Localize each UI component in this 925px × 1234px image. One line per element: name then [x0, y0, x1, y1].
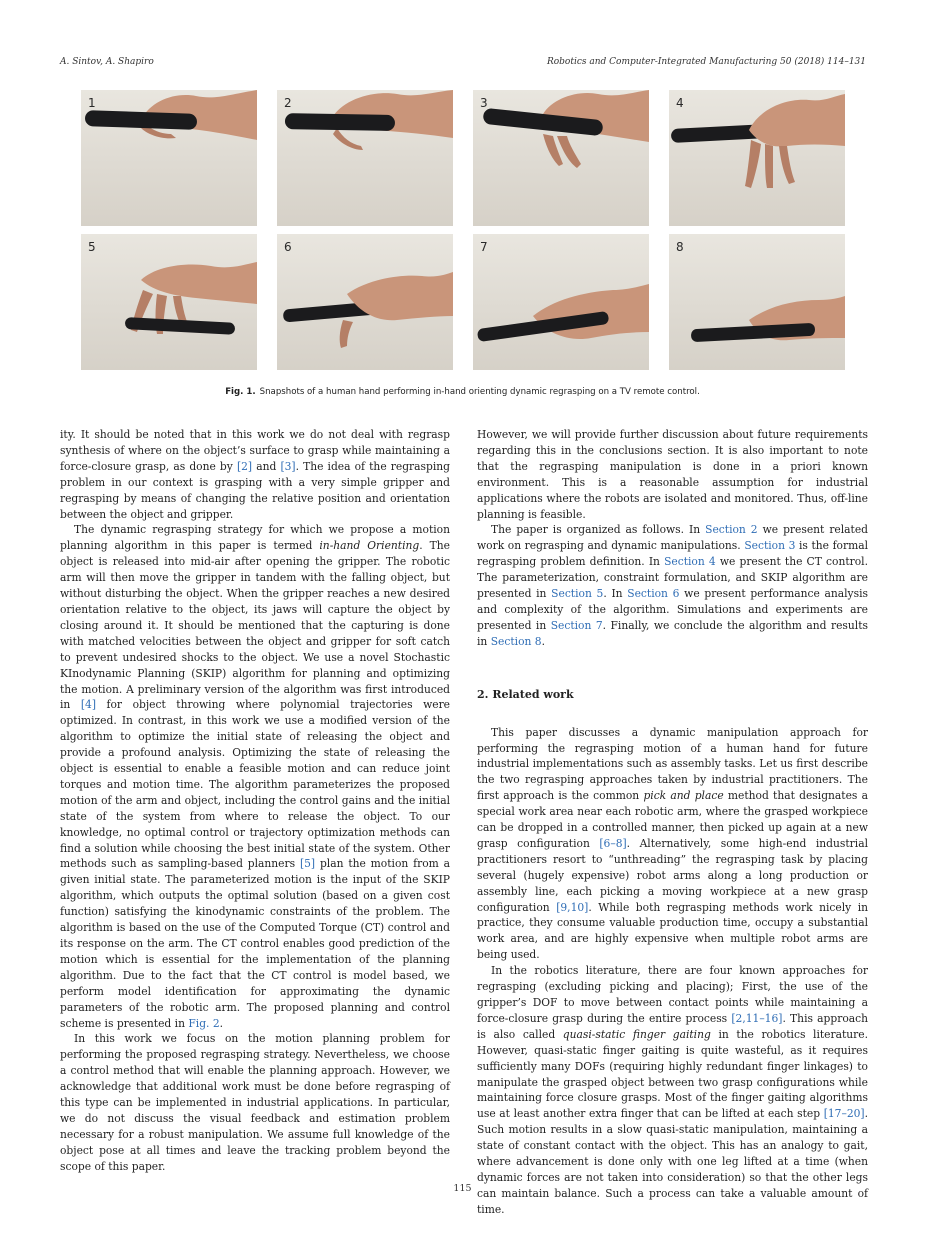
hand-remote-illustration-5 [81, 234, 257, 370]
frame-number: 6 [284, 240, 292, 254]
hand-remote-illustration-8 [669, 234, 845, 370]
text-run: . In [603, 587, 623, 601]
figure-caption [0, 387, 925, 397]
frame-number: 1 [88, 96, 96, 110]
citation-link[interactable]: [2,11–16] [731, 1011, 783, 1025]
text-run: we present performance analysis and complexity of the algorithm. Simulations and experiments are presented in [477, 587, 868, 632]
figure-1-grid [81, 90, 845, 371]
text-run: . Alternatively, some high-end industrial practitioners resort to “unthreading” the regrasping task by placing several (hugely expensive) robot arms along a long production or assembly line, each picking a moving workpiece at a new grasp configuration [477, 836, 868, 914]
figure-link[interactable]: Fig. 2 [188, 1016, 220, 1030]
emphasis: pick and place [643, 789, 724, 803]
text-run: we present the CT control. The parameterization, constraint formulation, and SKIP algorithm are presented in [477, 555, 868, 601]
snapshot-frame-5 [81, 234, 257, 370]
hand-remote-illustration-3 [473, 90, 649, 226]
paragraph: However, we will provide further discussion about future requirements regarding this in the conclusions section. It is also important to note that the regrasping manipulation is done in a priori known environment. This is a reasonable assumption for industrial applications where the robots are isolated and monitored. Thus, off-line planning is feasible. [477, 428, 868, 521]
text-run: method that designates a special work area near each robotic arm, where the grasped workpiece can be dropped in a controlled manner, then picked up again at a new grasp configuration [477, 789, 868, 850]
section-link[interactable]: Section 2 [705, 523, 758, 537]
section-link[interactable]: Section 7 [550, 618, 603, 632]
text-run: This paper discusses a dynamic manipulation approach for performing the regrasping motion of a human hand for future industrial implementations such as assembly tasks. Let us first describe the two regrasping approaches taken by industrial practitioners. The first approach is the common [477, 725, 868, 803]
hand-remote-illustration-4 [669, 90, 845, 226]
citation-link[interactable]: [6–8] [599, 836, 627, 850]
paragraph [477, 522, 868, 649]
text-run: . [541, 634, 545, 648]
frame-number: 3 [480, 96, 488, 110]
citation-link[interactable]: [4] [80, 698, 96, 712]
section-link[interactable]: Section 6 [627, 587, 680, 601]
text-run: plan the motion from a given initial state. The parameterized motion is the input of the SKIP algorithm, which outputs the optimal solution (based on a given cost function) satisfying the kinodynamic constraints of the problem. The algorithm is based on the use of the Computed Torque (CT) control and its response on the arm. The CT control enables good prediction of the motion which is essential for the implementation of the planning algorithm. Due to the fact that the CT control is model based, we perform model identification for approximating the dynamic parameters of the robotic arm. The proposed planning and control scheme is presented in [60, 857, 450, 1030]
text-run: . While both regrasping methods work nicely in practice, they consume valuable production time, occupy a substantial work area, and are highly expensive when multiple robot arms are being used. [477, 900, 868, 962]
text-run: in the robotics literature. However, quasi-static finger gaiting is quite wasteful, as it requires sufficiently many DOFs (requiring highly redundant finger linkages) to manipulate the grasped object between two grasp configurations while maintaining force closure grasps. Most of the finger gaiting algorithms use at least another extra finger that can be lifted at each step [477, 1027, 868, 1121]
frame-number: 5 [88, 240, 96, 254]
paragraph [60, 427, 450, 522]
paragraph [60, 522, 450, 1031]
text-run: for object throwing where polynomial trajectories were optimized. In contrast, in this work we use a modified version of the algorithm to optimize the initial state of releasing the object and provide a profound analysis. Optimizing the state of releasing the object is essential to enable a feasible motion and can reduce joint torques and motion time. The algorithm parameterizes the proposed motion of the arm and object, including the control gains and the initial state of the system from where to release the object. To our knowledge, no optimal control or trajectory optimization methods can find a solution while choosing the best initial state of the system. Other methods such as sampling-based planners [60, 698, 450, 871]
snapshot-frame-8 [669, 234, 845, 370]
text-run: . [219, 1016, 224, 1030]
right-column [477, 427, 868, 1218]
text-run: ity. It should be noted that in this work we do not deal with regrasp synthesis of where on the object’s surface to grasp while maintaining a force-closure grasp, as done by [60, 428, 450, 473]
text-run: The paper is organized as follows. In [491, 523, 701, 537]
text-run: and [256, 459, 277, 473]
frame-number: 8 [676, 240, 684, 254]
snapshot-frame-7 [473, 234, 649, 370]
snapshot-frame-2 [277, 90, 453, 226]
running-header-journal: Robotics and Computer-Integrated Manufacturing 50 (2018) 114–131 [546, 57, 866, 67]
caption-text: Snapshots of a human hand performing in-hand orienting dynamic regrasping on a TV remote control. [259, 387, 700, 397]
text-run: . Finally, we conclude the algorithm and results in [477, 618, 868, 648]
citation-link[interactable]: [9,10] [556, 900, 589, 914]
citation-link[interactable]: [17–20] [823, 1107, 865, 1121]
left-column [60, 427, 450, 1175]
text-run: we present related work on regrasping and dynamic manipulations. [477, 523, 869, 553]
emphasis: quasi-static finger gaiting [562, 1027, 711, 1041]
text-run: . Such motion results in a slow quasi-static manipulation, maintaining a state of constant contact with the object. This has an analogy to gait, where advancement is done only with one leg lifted at a time (when dynamic forces are not taken into consideration) so that the other legs can maintain balance. Such a process can take a valuable amount of time. [477, 1107, 868, 1216]
section-heading: 2. Related work [477, 687, 574, 701]
hand-remote-illustration-1 [81, 90, 257, 226]
section-link[interactable]: Section 5 [551, 587, 604, 601]
hand-remote-illustration-2 [277, 90, 453, 226]
section-link[interactable]: Section 3 [744, 539, 796, 553]
frame-number: 4 [676, 96, 684, 110]
frame-number: 7 [480, 240, 488, 254]
hand-remote-illustration-7 [473, 234, 649, 370]
citation-link[interactable]: [3] [280, 459, 296, 473]
emphasis: in-hand Orienting [319, 539, 420, 553]
text-run: . The object is released into mid-air after opening the gripper. The robotic arm will then move the gripper in tandem with the falling object, but without disturbing the object. When the gripper reaches a new desired orientation relative to the object, its jaws will capture the object by closing around it. It should be mentioned that the capturing is done with matched velocities between the object and gripper for soft catch to prevent undesired shocks to the object. We use a novel Stochastic KInodynamic Planning (SKIP) algorithm for planning and optimizing the motion. A preliminary version of the algorithm was first introduced in [60, 539, 451, 712]
snapshot-frame-1 [81, 90, 257, 226]
snapshot-frame-6 [277, 234, 453, 370]
frame-number: 2 [284, 96, 292, 110]
paragraph [477, 963, 868, 1218]
text-run: The dynamic regrasping strategy for which we propose a motion planning algorithm in this paper is termed [60, 523, 450, 553]
snapshot-frame-4 [669, 90, 845, 226]
page-number: 115 [453, 1183, 472, 1194]
text-run: is the formal regrasping problem definition. In [477, 539, 869, 569]
running-header-authors: A. Sintov, A. Shapiro [60, 57, 154, 67]
caption-label: Fig. 1. [225, 387, 256, 397]
citation-link[interactable]: [5] [299, 857, 316, 871]
paragraph [477, 725, 868, 964]
citation-link[interactable]: [2] [236, 459, 253, 473]
paragraph: In this work we focus on the motion planning problem for performing the proposed regrasping strategy. Nevertheless, we choose a control method that will enable the planning approach. However, we acknowledge that additional work must be done before regrasping of this type can be implemented in industrial applications. In particular, we do not discuss the visual feedback and estimation problem necessary for a robust manipulation. We assume full knowledge of the object pose at all times and leave the tracking problem beyond the scope of this paper. [60, 1032, 450, 1173]
section-link[interactable]: Section 4 [664, 555, 716, 569]
section-link[interactable]: Section 8 [490, 634, 542, 648]
snapshot-frame-3 [473, 90, 649, 226]
text-run: . The idea of the regrasping problem in our context is grasping with a very simple gripper and regrasping by means of changing the relative position and orientation between the object and gripper. [60, 459, 450, 521]
hand-remote-illustration-6 [277, 234, 453, 370]
text-run: . This approach is also called [477, 1011, 868, 1041]
text-run: In the robotics literature, there are four known approaches for regrasping (excluding picking and placing); First, the use of the gripper’s DOF to move between contact points while maintaining a force-closure grasp during the entire process [477, 964, 868, 1025]
